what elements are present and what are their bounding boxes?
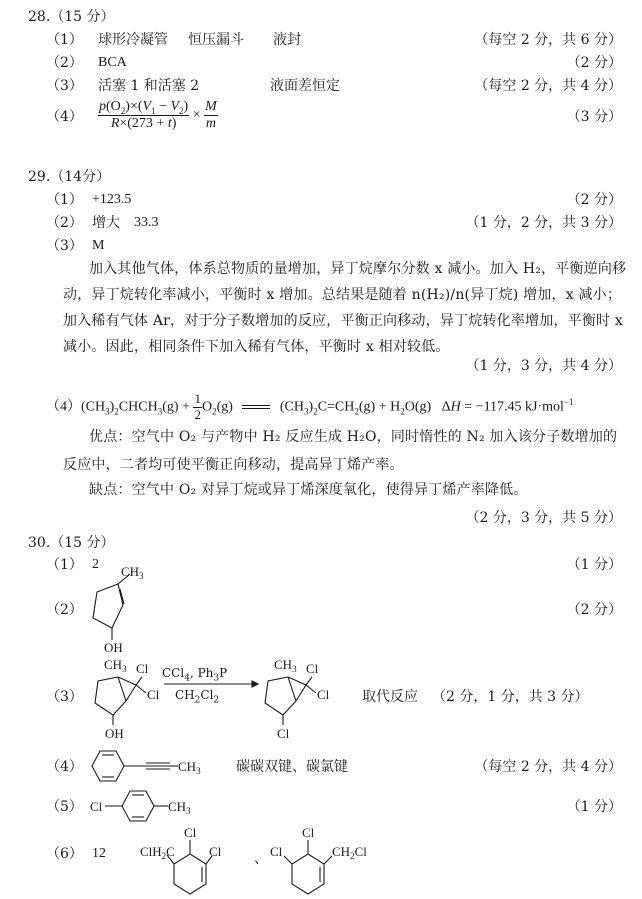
q29-part3-explanation: 加入其他气体，体系总物质的量增加，异丁烷摩尔分数 x 减小。加入 H₂，平衡逆向移动，异丁烷转化率减小，平衡时 x 增加。总结果是随着 n(H₂)/n(异丁烷) 增加，x 减小；加入稀有气体 Ar，对于分子数增加的反应，平衡正向移动，异丁烷转化率增加，平衡时 x 减小。因此，相同条件下加入稀有气体，平衡时 x 相对较低。 [63, 261, 627, 355]
q29-part1-label: （1） [46, 192, 83, 208]
svg-text:CH3: $CH_3$ [178, 759, 201, 776]
q28-part1-score: （每空 2 分，共 6 分） [474, 32, 622, 48]
q30-part2-label: （2） [46, 602, 83, 618]
svg-text:ClH2C: ClH$_2$C [140, 844, 175, 861]
q28-part1-label: （1） [46, 32, 83, 48]
q30-part2-ch3: $CH_3$ [121, 564, 144, 581]
q29-part3-answer: M [92, 238, 105, 253]
q28-part2-answer: BCA [98, 55, 127, 70]
svg-text:Cl: Cl [270, 844, 283, 859]
svg-text:Cl: Cl [147, 687, 160, 702]
svg-text:Cl: Cl [317, 687, 330, 702]
q28-part3-answer-1: 活塞 1 和活塞 2 [98, 78, 200, 94]
q30-part2-structure [84, 564, 174, 655]
q30-part3-score: （2 分，1 分，共 3 分） [432, 689, 589, 705]
svg-text:CH2Cl: $CH_2Cl$ [332, 844, 367, 861]
q28-part4-score: （3 分） [566, 109, 622, 125]
q30-part5-score: （1 分） [566, 799, 622, 815]
q29-part4-advantage: 优点：空气中 O₂ 与产物中 H₂ 反应生成 H₂O，同时惰性的 N₂ 加入该分子数增加的反应中，二者均可使平衡正向移动，提高异丁烯产率。 [63, 429, 618, 473]
q30-part6-structure-2 [268, 826, 388, 898]
q29-part2-answer-1: 增大 [92, 215, 120, 231]
q28-part3-label: （3） [46, 78, 83, 94]
svg-text:Cl: Cl [209, 844, 222, 859]
q28-part1-answer-2: 恒压漏斗 [188, 32, 244, 48]
q29-part3-score: （1 分，3 分，共 4 分） [465, 358, 622, 374]
q30-part4-label: （4） [46, 759, 83, 775]
svg-text:CH3: $CH_3$ [168, 799, 191, 816]
q30-part6-label: （6） [46, 846, 83, 862]
q28-part1-answer-1: 球形冷凝管 [98, 32, 168, 48]
q30-part2-score: （2 分） [566, 602, 622, 618]
svg-text:Cl: Cl [184, 825, 197, 840]
q30-part3-reaction-arrow [162, 680, 258, 688]
q29-part3-label: （3） [46, 238, 83, 254]
q29-part2-score: （1 分，2 分，共 3 分） [465, 215, 622, 231]
q29-part1-answer: +123.5 [92, 192, 132, 207]
svg-text:Cl: Cl [136, 661, 149, 676]
q28-part4-label: （4） [46, 109, 83, 125]
svg-text:CH3: $CH_3$ [104, 657, 127, 674]
q28-part3-score: （每空 2 分，共 4 分） [474, 78, 622, 94]
svg-text:Cl: Cl [306, 661, 319, 676]
q28-part1-answer-3: 液封 [273, 32, 301, 48]
q29-part4-equation: $(4)(CH_3)_2CHCH_3(g)$ + $\frac{1}{2}$ $O_2(g) (CH_3)_2C=CH_2(g) + H_2O(g) \Delta H = -117.45$ kJ·mol$^{-1}$ [46, 391, 574, 422]
q30-part6-separator: 、 [254, 851, 268, 867]
q30-header: 30.（15 分） [28, 535, 115, 551]
svg-text:OH: OH [105, 726, 124, 741]
svg-text:Cl: Cl [277, 726, 290, 741]
q28-part2-score: （2 分） [566, 55, 622, 71]
q30-part5-label: （5） [46, 799, 83, 815]
q30-part3-product [258, 655, 358, 745]
q30-part3-reagent-bottom: $CH_2Cl_2$ [175, 688, 220, 706]
q29-header: 29.（14分） [28, 169, 111, 185]
q28-header: 28.（15 分） [28, 9, 115, 25]
q30-part3-reagent-top: CCl$_4$, $Ph_3P$ [162, 666, 228, 684]
q30-part4-answer: 碳碳双键、碳氯键 [236, 759, 348, 775]
q29-part4-label: （4） [46, 399, 81, 415]
svg-text:Cl: Cl [90, 799, 103, 814]
q29-part4-score: （2 分，3 分，共 5 分） [465, 510, 622, 526]
q29-part1-score: （2 分） [566, 192, 622, 208]
q28-part2-label: （2） [46, 55, 83, 71]
q30-part1-score: （1 分） [566, 557, 622, 573]
svg-text:CH3: $CH_3$ [274, 657, 297, 674]
q30-part4-structure [90, 750, 200, 784]
q30-part3-label: （3） [46, 689, 83, 705]
q30-part1-answer: 2 [92, 557, 99, 572]
q30-part3-reaction-type: 取代反应 [362, 689, 418, 705]
q30-part6-structure-1 [140, 826, 260, 898]
svg-text:Cl: Cl [302, 825, 315, 840]
q30-part6-answer: 12 [92, 846, 106, 861]
q29-part4-disadvantage: 缺点：空气中 O₂ 对异丁烷或异丁烯深度氧化，使得异丁烯产率降低。 [89, 482, 528, 498]
q28-part4-formula: $\frac{p(O_2)\times(V_1 - V_2)}{R\times(273 + t)}$ × $\frac{M}{m}$ [99, 99, 217, 132]
q30-part5-structure [90, 790, 200, 824]
q30-part4-score: （每空 2 分，共 4 分） [474, 759, 622, 775]
q28-part3-answer-2: 液面差恒定 [270, 78, 340, 94]
q30-part1-label: （1） [46, 557, 83, 573]
q29-part2-label: （2） [46, 215, 83, 231]
q30-part2-oh: OH [104, 640, 123, 655]
q29-part2-answer-2: 33.3 [134, 215, 159, 230]
